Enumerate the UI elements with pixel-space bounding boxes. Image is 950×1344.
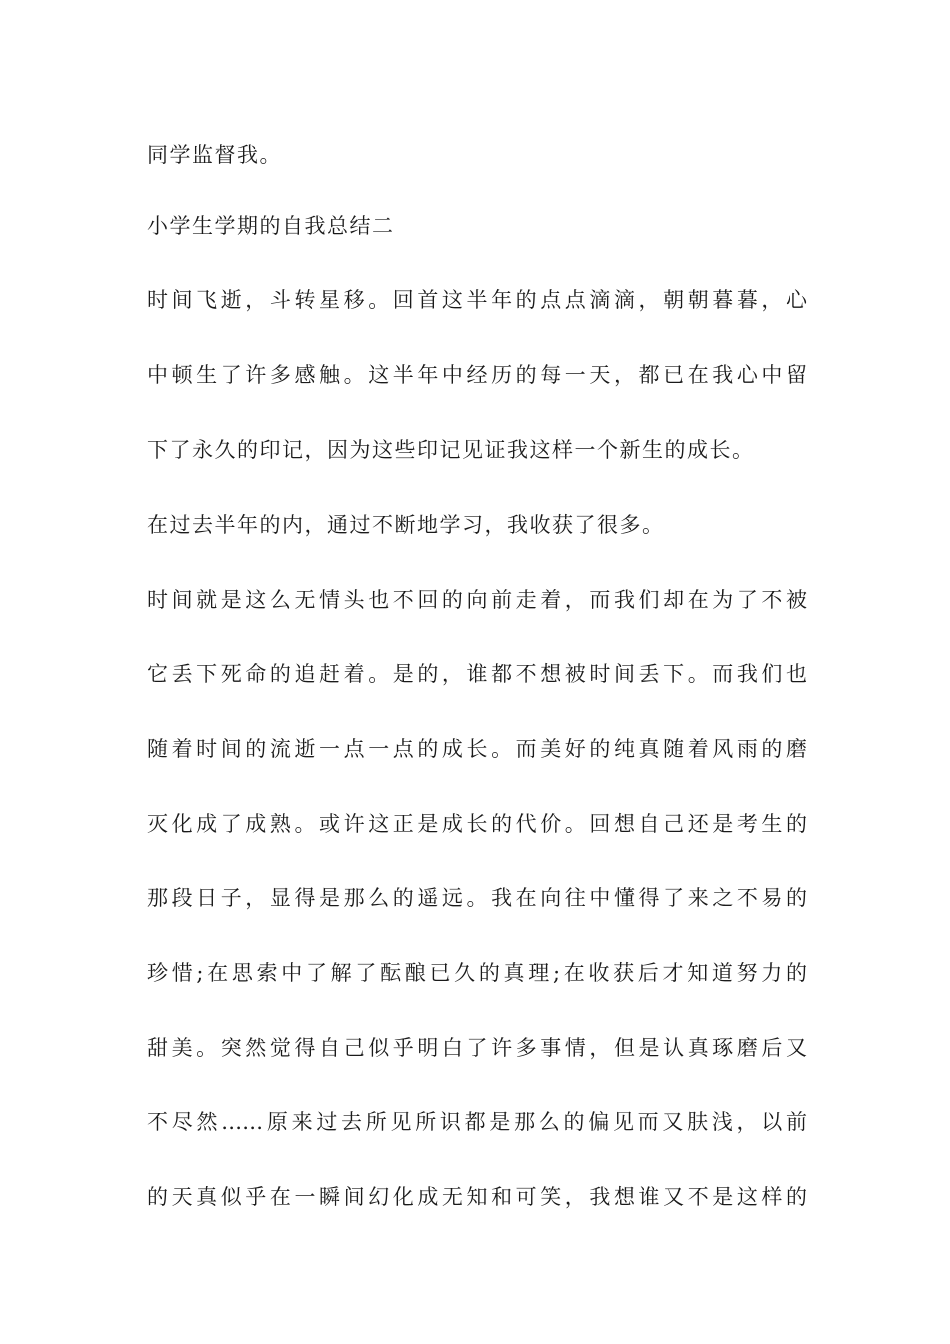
paragraph-line-5: 下了永久的印记，因为这些印记见证我这样一个新生的成长。 [147, 438, 755, 462]
paragraph-line-12: 珍惜;在思索中了解了酝酿已久的真理;在收获后才知道努力的 [147, 961, 807, 985]
paragraph-line-7: 时间就是这么无情头也不回的向前走着，而我们却在为了不被 [147, 588, 807, 612]
paragraph-line-11: 那段日子，显得是那么的遥远。我在向往中懂得了来之不易的 [147, 886, 807, 910]
paragraph-line-15: 的天真似乎在一瞬间幻化成无知和可笑，我想谁又不是这样的 [147, 1185, 807, 1209]
paragraph-line-13: 甜美。突然觉得自己似乎明白了许多事情，但是认真琢磨后又 [147, 1036, 807, 1060]
paragraph-line-10: 灭化成了成熟。或许这正是成长的代价。回想自己还是考生的 [147, 812, 807, 836]
paragraph-line-3: 时间飞逝，斗转星移。回首这半年的点点滴滴，朝朝暮暮，心 [147, 288, 807, 312]
paragraph-line-14: 不尽然……原来过去所见所识都是那么的偏见而又肤浅，以前 [147, 1110, 807, 1134]
paragraph-line-9: 随着时间的流逝一点一点的成长。而美好的纯真随着风雨的磨 [147, 737, 807, 761]
section-heading: 小学生学期的自我总结二 [147, 214, 395, 238]
paragraph-line-8: 它丢下死命的追赶着。是的，谁都不想被时间丢下。而我们也 [147, 662, 807, 686]
paragraph-line-4: 中顿生了许多感触。这半年中经历的每一天，都已在我心中留 [147, 363, 807, 387]
paragraph-line-6: 在过去半年的内，通过不断地学习，我收获了很多。 [147, 513, 665, 537]
paragraph-line-1: 同学监督我。 [147, 143, 282, 167]
